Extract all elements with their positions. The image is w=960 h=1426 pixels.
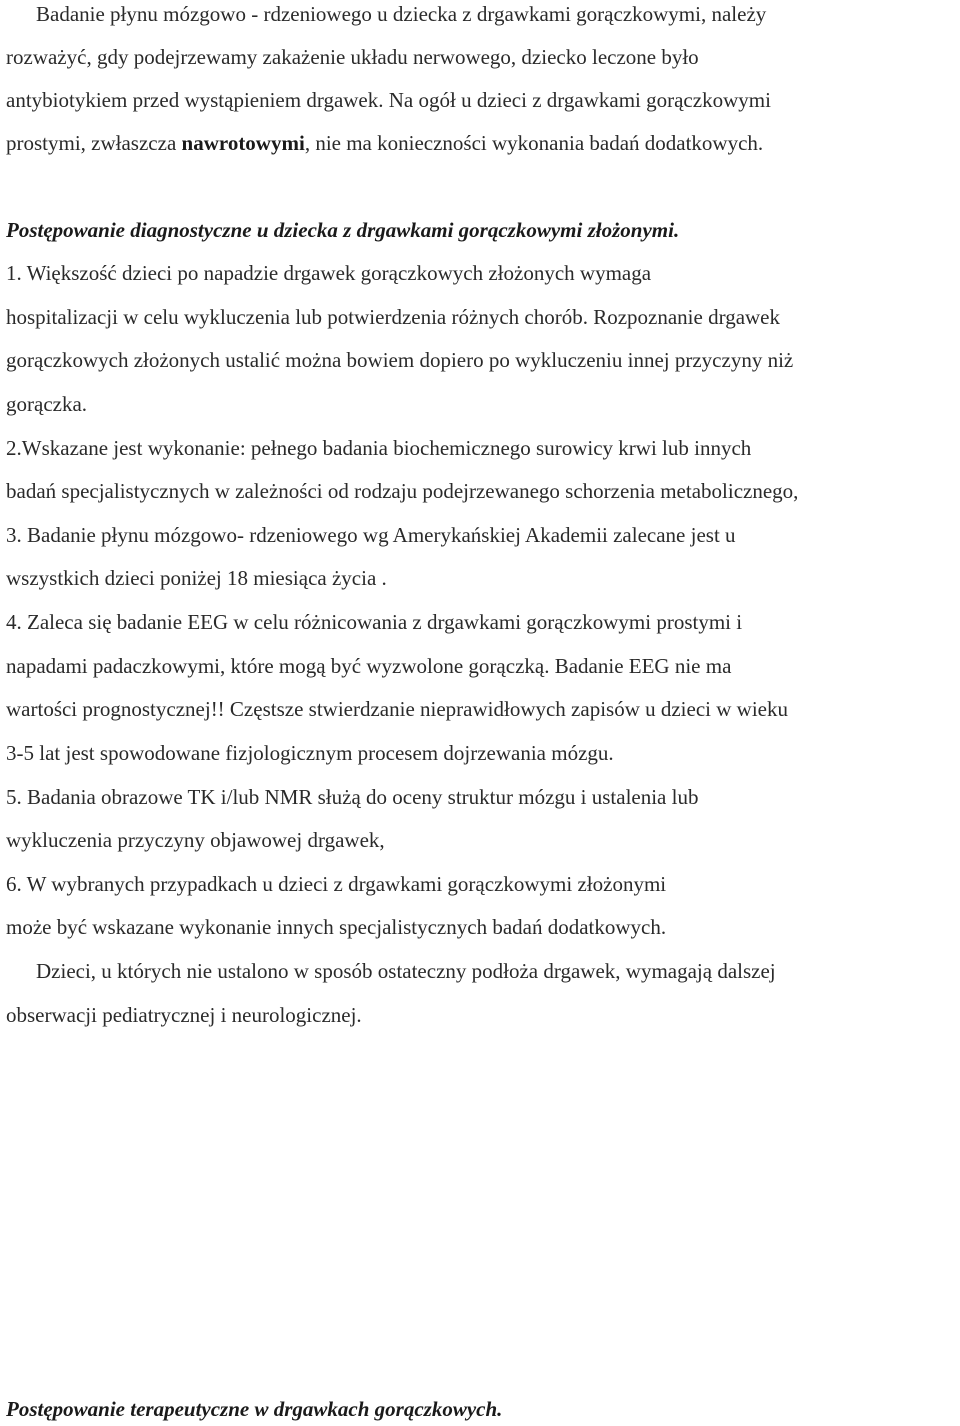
- closing-line-2: obserwacji pediatrycznej i neurologicznej.: [6, 1003, 362, 1027]
- item-4-line-1: 4. Zaleca się badanie EEG w celu różnicowania z drgawkami gorączkowymi prostymi i: [6, 610, 743, 634]
- diagnostic-heading: Postępowanie diagnostyczne u dziecka z drgawkami gorączkowymi złożonymi.: [6, 218, 680, 242]
- item-3-line-2: wszystkich dzieci poniżej 18 miesiąca życia .: [6, 566, 387, 590]
- item-4-line-4: 3-5 lat jest spowodowane fizjologicznym procesem dojrzewania mózgu.: [6, 741, 614, 765]
- therapeutic-heading: Postępowanie terapeutyczne w drgawkach gorączkowych.: [6, 1397, 503, 1421]
- item-2-line-1: 2.Wskazane jest wykonanie: pełnego badania biochemicznego surowicy krwi lub innych: [6, 436, 752, 460]
- item-3-line-1: 3. Badanie płynu mózgowo- rdzeniowego wg Amerykańskiej Akademii zalecane jest u: [6, 523, 736, 547]
- item-1-line-1: 1. Większość dzieci po napadzie drgawek gorączkowych złożonych wymaga: [6, 261, 652, 285]
- item-6-line-2: może być wskazane wykonanie innych specjalistycznych badań dodatkowych.: [6, 915, 667, 939]
- intro-line-4-end: , nie ma konieczności wykonania badań dodatkowych.: [304, 131, 764, 155]
- item-4-line-3: wartości prognostycznej!! Częstsze stwierdzanie nieprawidłowych zapisów u dzieci w wieku: [6, 697, 788, 721]
- item-2-line-2: badań specjalistycznych w zależności od rodzaju podejrzewanego schorzenia metabolicznego,: [6, 479, 799, 503]
- item-1-line-3: gorączkowych złożonych ustalić można bowiem dopiero po wykluczeniu innej przyczyny niż: [6, 348, 794, 372]
- intro-line-1: Badanie płynu mózgowo - rdzeniowego u dziecka z drgawkami gorączkowymi, należy: [36, 2, 767, 26]
- item-1-line-2: hospitalizacji w celu wykluczenia lub potwierdzenia różnych chorób. Rozpoznanie drgawek: [6, 305, 780, 329]
- item-1-line-4: gorączka.: [6, 392, 88, 416]
- intro-line-3: antybiotykiem przed wystąpieniem drgawek. Na ogół u dzieci z drgawkami gorączkowymi: [6, 88, 771, 112]
- item-5-line-2: wykluczenia przyczyny objawowej drgawek,: [6, 828, 385, 852]
- item-5-line-1: 5. Badania obrazowe TK i/lub NMR służą do oceny struktur mózgu i ustalenia lub: [6, 785, 699, 809]
- item-4-line-2: napadami padaczkowymi, które mogą być wyzwolone gorączką. Badanie EEG nie ma: [6, 654, 732, 678]
- intro-bold-word: nawrotowymi: [181, 131, 305, 155]
- item-6-line-1: 6. W wybranych przypadkach u dzieci z drgawkami gorączkowymi złożonymi: [6, 872, 667, 896]
- intro-line-4-start: prostymi, zwłaszcza: [6, 131, 182, 155]
- intro-line-4: [6, 131, 763, 155]
- intro-line-2: rozważyć, gdy podejrzewamy zakażenie układu nerwowego, dziecko leczone było: [6, 45, 699, 69]
- closing-line-1: Dzieci, u których nie ustalono w sposób ostateczny podłoża drgawek, wymagają dalszej: [36, 959, 776, 983]
